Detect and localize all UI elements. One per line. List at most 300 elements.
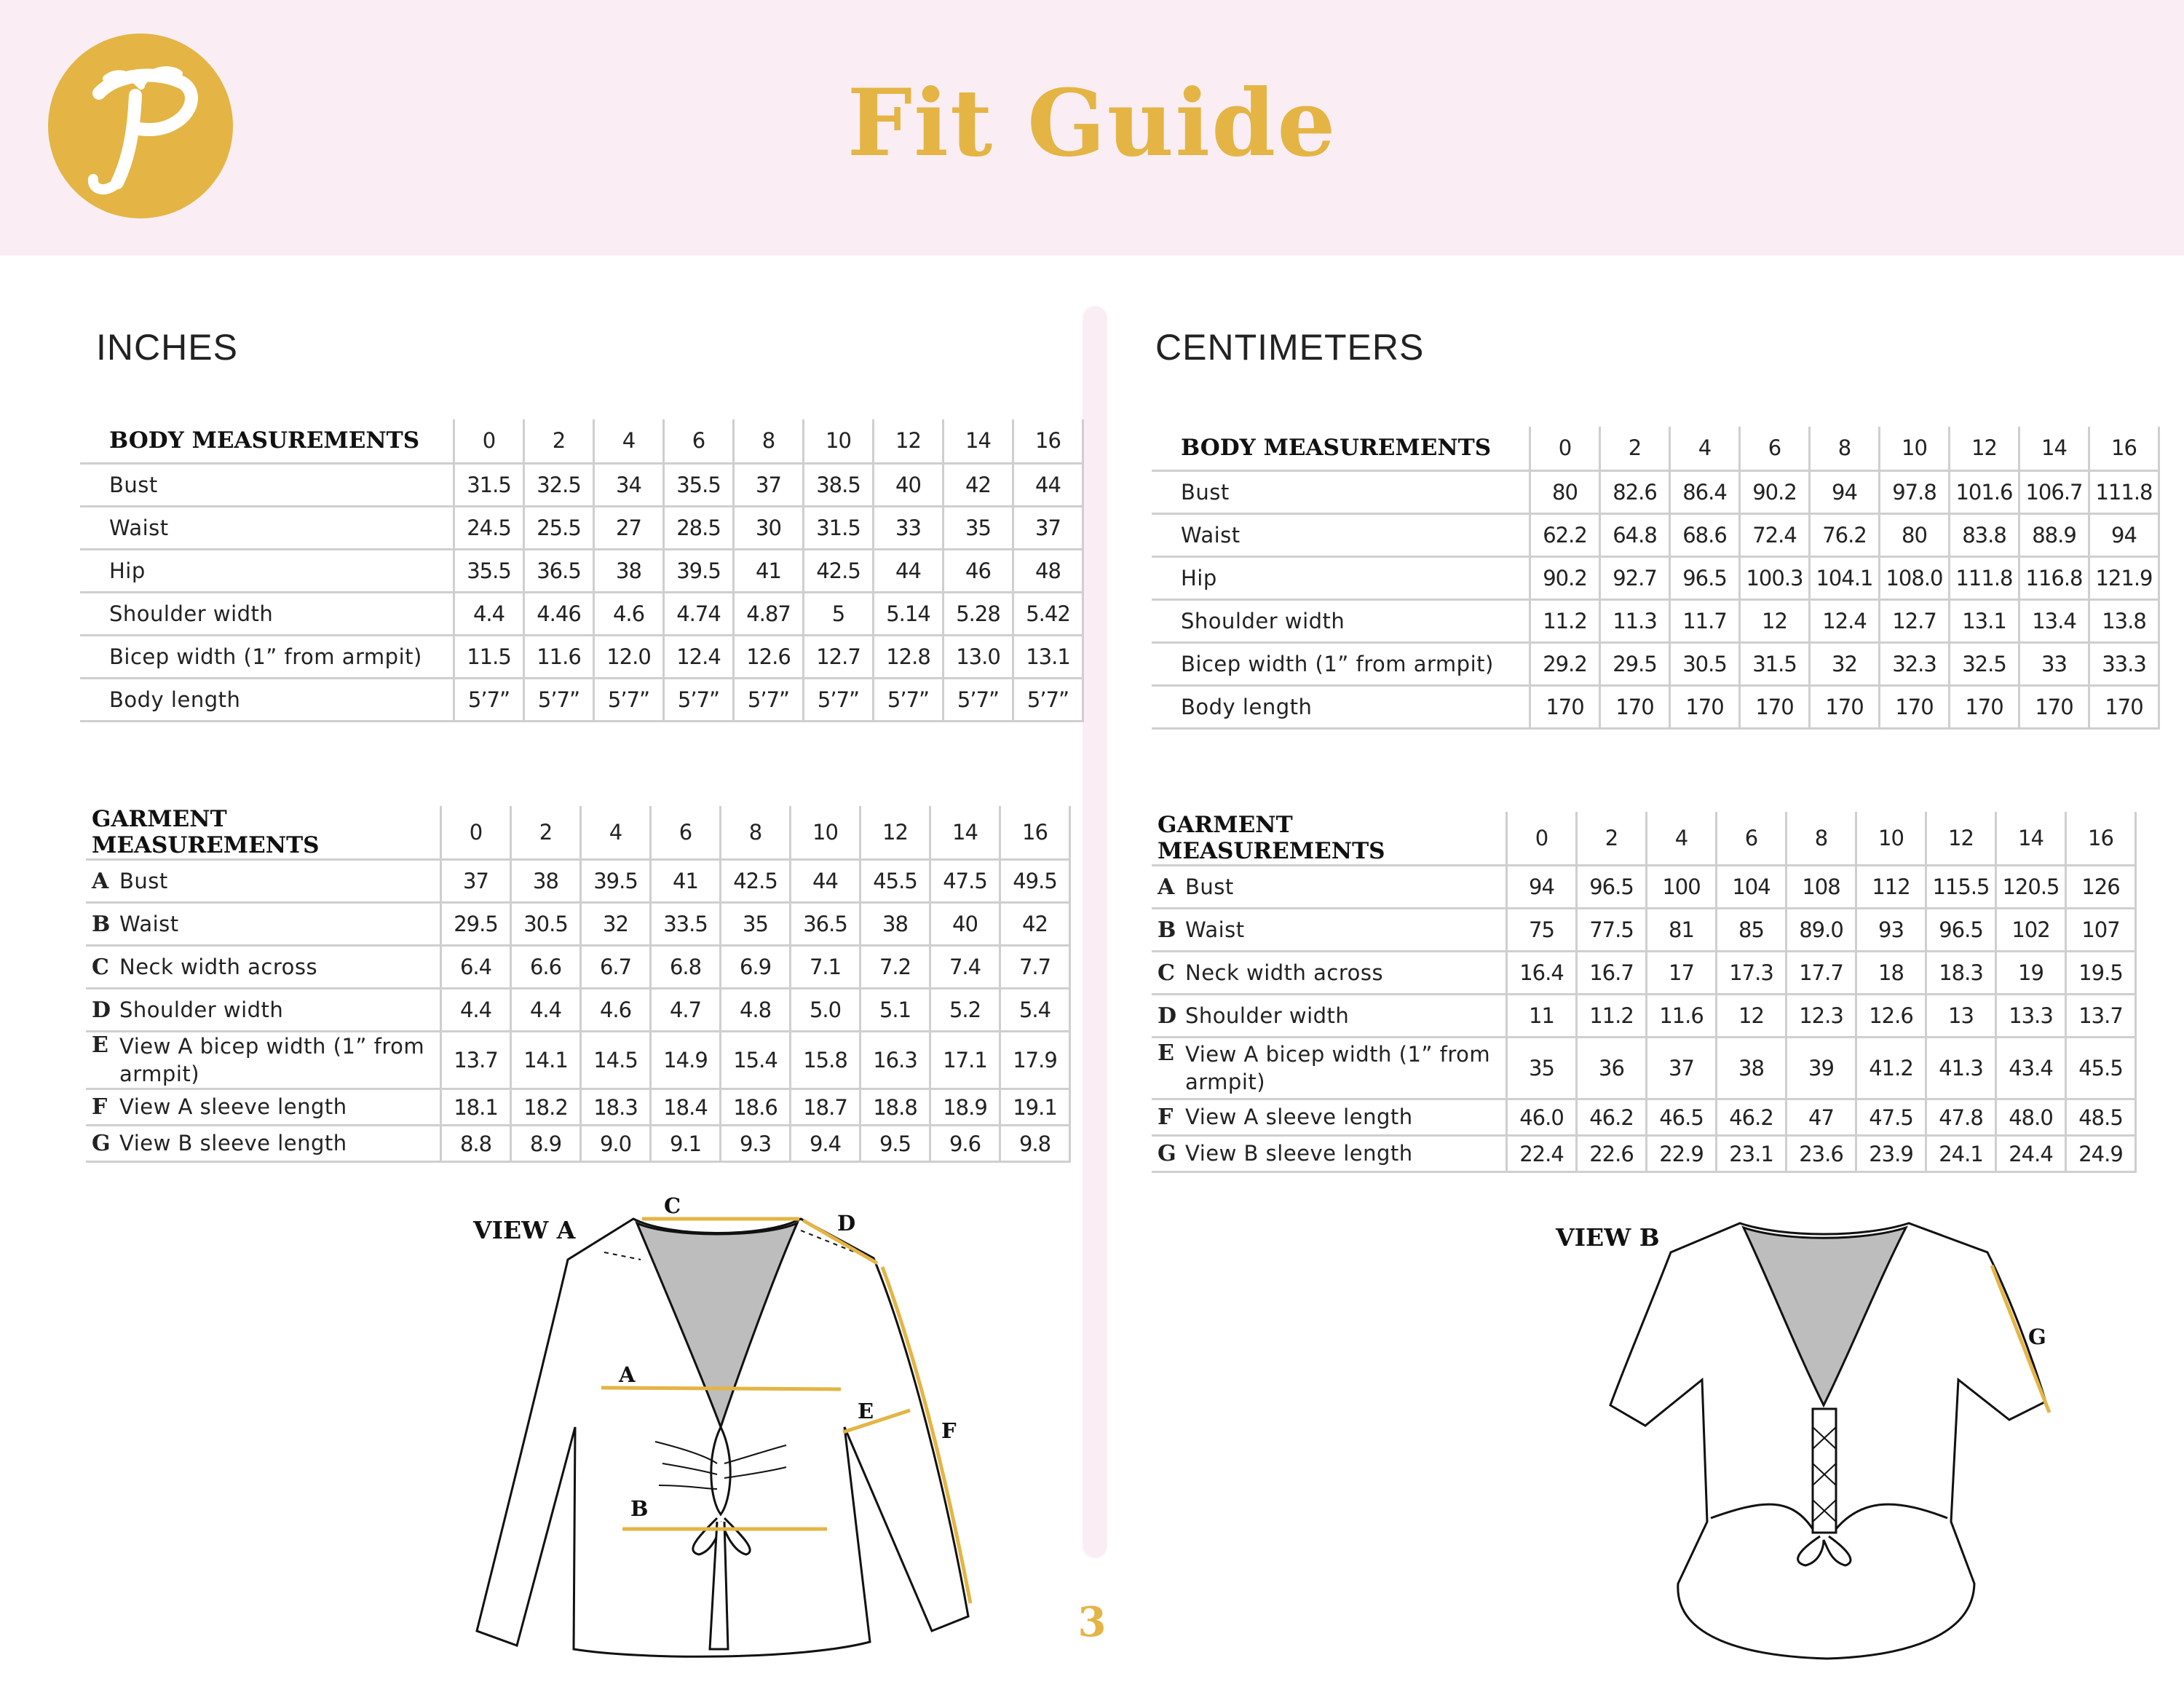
measurement-cell: 170	[1740, 685, 1810, 728]
measurement-cell: 23.9	[1856, 1136, 1926, 1172]
measurement-cell: 35	[943, 506, 1013, 549]
row-label-text: View A bicep width (1” from	[119, 1034, 425, 1059]
measurement-cell: 44	[874, 549, 943, 592]
measurement-letter: G	[1158, 1141, 1177, 1166]
measurement-cell: 42.5	[721, 860, 791, 903]
dim-e-label: E	[858, 1399, 874, 1423]
measurement-cell: 40	[930, 903, 1000, 946]
measurement-cell: 11	[1507, 995, 1577, 1038]
measurement-cell: 90.2	[1740, 470, 1810, 513]
measurement-cell: 31.5	[804, 506, 874, 549]
row-label-text: Shoulder width	[109, 601, 274, 626]
measurement-cell: 22.4	[1507, 1136, 1577, 1172]
row-label-text: Neck width across	[119, 954, 318, 979]
centimeters-heading: CENTIMETERS	[1155, 327, 1425, 368]
measurement-cell: 16.3	[860, 1032, 930, 1089]
measurement-cell: 5’7”	[524, 678, 594, 721]
measurement-cell: 38	[860, 903, 930, 946]
measurement-cell: 16.4	[1507, 952, 1577, 995]
measurement-cell: 5’7”	[594, 678, 664, 721]
measurement-cell: 39.5	[581, 860, 651, 903]
dim-c-label: C	[664, 1193, 681, 1218]
measurement-cell: 15.8	[791, 1032, 860, 1089]
measurement-cell: 5	[804, 592, 874, 635]
measurement-cell: 33	[2019, 642, 2089, 685]
size-header: 16	[1000, 806, 1070, 860]
measurement-cell: 35	[1507, 1038, 1577, 1099]
measurement-cell: 31.5	[1740, 642, 1810, 685]
measurement-cell: 32.5	[524, 463, 594, 506]
measurement-cell: 12.8	[874, 635, 943, 678]
size-header: 0	[1530, 427, 1600, 470]
measurement-letter: C	[92, 954, 110, 980]
measurement-cell: 41	[734, 549, 804, 592]
measurement-cell: 29.5	[441, 903, 511, 946]
row-label-text: Hip	[109, 558, 146, 583]
measurement-cell: 43.4	[1996, 1038, 2066, 1099]
measurement-cell: 12.6	[1856, 995, 1926, 1038]
measurement-cell: 9.3	[721, 1126, 791, 1162]
size-header: 6	[664, 419, 734, 463]
measurement-cell: 4.4	[441, 989, 511, 1032]
measurement-cell: 80	[1880, 513, 1950, 556]
measurement-cell: 102	[1996, 909, 2066, 952]
measurement-cell: 41.3	[1926, 1038, 1996, 1099]
measurement-cell: 37	[734, 463, 804, 506]
view-a-label: VIEW A	[473, 1216, 576, 1244]
measurement-cell: 108	[1787, 866, 1856, 909]
measurement-cell: 19.1	[1000, 1089, 1070, 1126]
measurement-cell: 17.1	[930, 1032, 1000, 1089]
row-label-text: Body length	[1181, 694, 1313, 719]
measurement-cell: 170	[2019, 685, 2089, 728]
measurement-cell: 11.2	[1577, 995, 1647, 1038]
measurement-cell: 40	[874, 463, 943, 506]
measurement-cell: 24.1	[1926, 1136, 1996, 1172]
measurement-cell: 12.6	[734, 635, 804, 678]
row-label-text: View A sleeve length	[119, 1094, 347, 1119]
measurement-cell: 25.5	[524, 506, 594, 549]
size-header: 2	[1577, 812, 1647, 866]
measurement-cell: 68.6	[1670, 513, 1740, 556]
row-label-text: Bicep width (1” from armpit)	[1181, 651, 1494, 676]
row-label-text: Bicep width (1” from armpit)	[109, 644, 422, 669]
measurement-cell: 121.9	[2089, 556, 2159, 599]
measurement-letter: E	[92, 1032, 109, 1058]
row-label-text: Bust	[1185, 874, 1234, 899]
view-a-garment	[477, 1219, 968, 1656]
measurement-cell: 94	[2089, 513, 2159, 556]
size-header: 8	[734, 419, 804, 463]
measurement-cell: 9.1	[651, 1126, 721, 1162]
measurement-cell: 35.5	[664, 463, 734, 506]
row-label-text: View A bicep width (1” from	[1185, 1042, 1491, 1067]
size-header: 8	[1810, 427, 1880, 470]
measurement-cell: 18.9	[930, 1089, 1000, 1126]
measurement-cell: 92.7	[1600, 556, 1670, 599]
measurement-cell: 111.8	[2089, 470, 2159, 513]
dim-a-line	[601, 1388, 841, 1389]
measurement-cell: 29.2	[1530, 642, 1600, 685]
measurement-cell: 19.5	[2066, 952, 2136, 995]
measurement-cell: 170	[2089, 685, 2159, 728]
measurement-cell: 170	[1530, 685, 1600, 728]
size-header: 0	[1507, 812, 1577, 866]
measurement-cell: 34	[594, 463, 664, 506]
measurement-cell: 42.5	[804, 549, 874, 592]
measurement-cell: 4.7	[651, 989, 721, 1032]
measurement-cell: 17.9	[1000, 1032, 1070, 1089]
measurement-cell: 82.6	[1600, 470, 1670, 513]
measurement-cell: 47.5	[1856, 1099, 1926, 1136]
measurement-cell: 11.7	[1670, 599, 1740, 642]
row-label-text: Bust	[109, 472, 158, 497]
measurement-cell: 28.5	[664, 506, 734, 549]
measurement-cell: 12.4	[664, 635, 734, 678]
measurement-cell: 46	[943, 549, 1013, 592]
measurement-cell: 11.2	[1530, 599, 1600, 642]
measurement-cell: 14.9	[651, 1032, 721, 1089]
measurement-cell: 108.0	[1880, 556, 1950, 599]
size-header: 6	[1717, 812, 1787, 866]
dim-f-label: F	[941, 1418, 957, 1443]
measurement-cell: 120.5	[1996, 866, 2066, 909]
measurement-cell: 6.7	[581, 946, 651, 989]
measurement-cell: 13.8	[2089, 599, 2159, 642]
measurement-cell: 6.4	[441, 946, 511, 989]
measurement-cell: 22.6	[1577, 1136, 1647, 1172]
measurement-cell: 13.0	[943, 635, 1013, 678]
measurement-cell: 36.5	[524, 549, 594, 592]
measurement-letter: G	[92, 1131, 111, 1156]
measurement-cell: 14.5	[581, 1032, 651, 1089]
size-header: 10	[804, 419, 874, 463]
measurement-cell: 112	[1856, 866, 1926, 909]
size-header: 8	[721, 806, 791, 860]
measurement-cell: 42	[943, 463, 1013, 506]
size-header: 10	[1856, 812, 1926, 866]
measurement-cell: 30	[734, 506, 804, 549]
measurement-cell: 13	[1926, 995, 1996, 1038]
measurement-cell: 13.1	[1950, 599, 2019, 642]
size-header: 0	[454, 419, 524, 463]
measurement-cell: 41	[651, 860, 721, 903]
measurement-cell: 5’7”	[734, 678, 804, 721]
table-section-header: GARMENT MEASUREMENTS	[86, 806, 441, 860]
size-header: 4	[1670, 427, 1740, 470]
measurement-cell: 48	[1013, 549, 1083, 592]
measurement-cell: 90.2	[1530, 556, 1600, 599]
size-header: 12	[1950, 427, 2019, 470]
measurement-cell: 47	[1787, 1099, 1856, 1136]
measurement-cell: 45.5	[860, 860, 930, 903]
measurement-cell: 39	[1787, 1038, 1856, 1099]
measurement-cell: 49.5	[1000, 860, 1070, 903]
size-header: 16	[1013, 419, 1083, 463]
measurement-letter: A	[92, 868, 109, 894]
measurement-cell: 46.2	[1717, 1099, 1787, 1136]
measurement-cell: 101.6	[1950, 470, 2019, 513]
measurement-cell: 5.2	[930, 989, 1000, 1032]
size-header: 0	[441, 806, 511, 860]
row-label-text: Waist	[119, 911, 179, 936]
measurement-cell: 36	[1577, 1038, 1647, 1099]
measurement-cell: 170	[1600, 685, 1670, 728]
measurement-letter: D	[1158, 1003, 1177, 1029]
measurement-cell: 6.6	[511, 946, 581, 989]
measurement-cell: 17.3	[1717, 952, 1787, 995]
measurement-cell: 5’7”	[943, 678, 1013, 721]
measurement-cell: 48.0	[1996, 1099, 2066, 1136]
measurement-cell: 5’7”	[874, 678, 943, 721]
measurement-cell: 46.0	[1507, 1099, 1577, 1136]
measurement-cell: 62.2	[1530, 513, 1600, 556]
size-header: 14	[2019, 427, 2089, 470]
measurement-cell: 37	[1013, 506, 1083, 549]
measurement-cell: 18.3	[581, 1089, 651, 1126]
table-section-header: GARMENT MEASUREMENTS	[1152, 812, 1507, 866]
measurement-cell: 7.1	[791, 946, 860, 989]
row-label-text: View B sleeve length	[119, 1131, 347, 1155]
measurement-cell: 48.5	[2066, 1099, 2136, 1136]
row-label-text: Shoulder width	[119, 997, 284, 1022]
measurement-cell: 19	[1996, 952, 2066, 995]
measurement-cell: 47.5	[930, 860, 1000, 903]
size-header: 6	[1740, 427, 1810, 470]
dim-b-label: B	[630, 1496, 649, 1521]
measurement-cell: 12.7	[804, 635, 874, 678]
row-label-text: Hip	[1181, 565, 1217, 590]
measurement-cell: 80	[1530, 470, 1600, 513]
measurement-cell: 100.3	[1740, 556, 1810, 599]
table-section-header: BODY MEASUREMENTS	[1152, 427, 1530, 470]
measurement-cell: 17	[1647, 952, 1717, 995]
measurement-cell: 18.1	[441, 1089, 511, 1126]
measurement-cell: 11.6	[1647, 995, 1717, 1038]
measurement-letter: B	[92, 911, 111, 937]
measurement-cell: 16.7	[1577, 952, 1647, 995]
measurement-cell: 170	[1880, 685, 1950, 728]
measurement-cell: 5.14	[874, 592, 943, 635]
measurement-cell: 9.5	[860, 1126, 930, 1162]
measurement-cell: 104.1	[1810, 556, 1880, 599]
size-header: 14	[1996, 812, 2066, 866]
measurement-cell: 15.4	[721, 1032, 791, 1089]
row-label-text: Shoulder width	[1181, 608, 1345, 633]
size-header: 16	[2089, 427, 2159, 470]
measurement-cell: 35.5	[454, 549, 524, 592]
measurement-cell: 13.1	[1013, 635, 1083, 678]
measurement-cell: 44	[1013, 463, 1083, 506]
measurement-cell: 5’7”	[1013, 678, 1083, 721]
measurement-cell: 12	[1717, 995, 1787, 1038]
table-section-header: BODY MEASUREMENTS	[80, 419, 454, 463]
measurement-cell: 8.8	[441, 1126, 511, 1162]
size-header: 10	[1880, 427, 1950, 470]
measurement-cell: 111.8	[1950, 556, 2019, 599]
size-header: 10	[791, 806, 860, 860]
measurement-cell: 4.46	[524, 592, 594, 635]
page-title: Fit Guide	[847, 69, 1337, 177]
measurement-letter: A	[1158, 874, 1175, 900]
measurement-cell: 32.3	[1880, 642, 1950, 685]
measurement-cell: 27	[594, 506, 664, 549]
measurement-cell: 18	[1856, 952, 1926, 995]
measurement-cell: 9.4	[791, 1126, 860, 1162]
row-label-text: Shoulder width	[1185, 1003, 1350, 1028]
measurement-cell: 6.8	[651, 946, 721, 989]
measurement-cell: 31.5	[454, 463, 524, 506]
measurement-letter: F	[1158, 1105, 1174, 1130]
size-header: 2	[524, 419, 594, 463]
measurement-cell: 64.8	[1600, 513, 1670, 556]
measurement-cell: 116.8	[2019, 556, 2089, 599]
measurement-cell: 81	[1647, 909, 1717, 952]
size-header: 4	[581, 806, 651, 860]
measurement-cell: 30.5	[511, 903, 581, 946]
measurement-cell: 4.8	[721, 989, 791, 1032]
measurement-cell: 13.7	[2066, 995, 2136, 1038]
measurement-cell: 4.74	[664, 592, 734, 635]
measurement-cell: 33.3	[2089, 642, 2159, 685]
measurement-letter: F	[92, 1094, 108, 1120]
measurement-cell: 17.7	[1787, 952, 1856, 995]
measurement-cell: 42	[1000, 903, 1070, 946]
measurement-cell: 23.1	[1717, 1136, 1787, 1172]
measurement-cell: 5’7”	[804, 678, 874, 721]
measurement-cell: 32.5	[1950, 642, 2019, 685]
size-header: 4	[594, 419, 664, 463]
measurement-cell: 35	[721, 903, 791, 946]
size-header: 16	[2066, 812, 2136, 866]
view-b-label: VIEW B	[1556, 1223, 1660, 1252]
row-label-text: Waist	[1181, 522, 1241, 548]
page-number: 3	[1077, 1598, 1107, 1646]
measurement-cell: 18.6	[721, 1089, 791, 1126]
measurement-cell: 7.2	[860, 946, 930, 989]
measurement-cell: 5’7”	[664, 678, 734, 721]
measurement-cell: 7.7	[1000, 946, 1070, 989]
measurement-cell: 170	[1810, 685, 1880, 728]
measurement-cell: 6.9	[721, 946, 791, 989]
size-header: 12	[1926, 812, 1996, 866]
measurement-cell: 14.1	[511, 1032, 581, 1089]
measurement-cell: 85	[1717, 909, 1787, 952]
measurement-cell: 170	[1950, 685, 2019, 728]
measurement-cell: 13.7	[441, 1032, 511, 1089]
measurement-cell: 33.5	[651, 903, 721, 946]
measurement-cell: 100	[1647, 866, 1717, 909]
measurement-cell: 126	[2066, 866, 2136, 909]
measurement-cell: 9.0	[581, 1126, 651, 1162]
measurement-cell: 32	[581, 903, 651, 946]
measurement-cell: 24.5	[454, 506, 524, 549]
measurement-cell: 32	[1810, 642, 1880, 685]
measurement-cell: 96.5	[1670, 556, 1740, 599]
row-label-text: Bust	[1181, 479, 1230, 505]
measurement-cell: 5.42	[1013, 592, 1083, 635]
measurement-cell: 18.3	[1926, 952, 1996, 995]
measurement-cell: 7.4	[930, 946, 1000, 989]
size-header: 2	[511, 806, 581, 860]
measurement-cell: 4.6	[594, 592, 664, 635]
dim-g-label: G	[2028, 1324, 2046, 1349]
size-header: 2	[1600, 427, 1670, 470]
measurement-cell: 83.8	[1950, 513, 2019, 556]
measurement-cell: 93	[1856, 909, 1926, 952]
measurement-cell: 23.6	[1787, 1136, 1856, 1172]
row-label-text: Waist	[109, 515, 169, 540]
measurement-cell: 46.5	[1647, 1099, 1717, 1136]
measurement-cell: 88.9	[2019, 513, 2089, 556]
measurement-cell: 115.5	[1926, 866, 1996, 909]
row-label-text-line2: armpit)	[1185, 1070, 1266, 1094]
dim-d-label: D	[837, 1211, 856, 1236]
measurement-cell: 13.3	[1996, 995, 2066, 1038]
size-header: 6	[651, 806, 721, 860]
measurement-cell: 11.6	[524, 635, 594, 678]
measurement-cell: 38.5	[804, 463, 874, 506]
measurement-cell: 37	[441, 860, 511, 903]
row-label-text: Neck width across	[1185, 960, 1384, 985]
measurement-cell: 8.9	[511, 1126, 581, 1162]
measurement-cell: 94	[1810, 470, 1880, 513]
dim-a-label: A	[619, 1362, 636, 1387]
measurement-cell: 5.4	[1000, 989, 1070, 1032]
measurement-cell: 11.5	[454, 635, 524, 678]
row-label-text-line2: armpit)	[119, 1062, 200, 1086]
measurement-cell: 12	[1740, 599, 1810, 642]
measurement-cell: 72.4	[1740, 513, 1810, 556]
measurement-cell: 12.0	[594, 635, 664, 678]
measurement-cell: 76.2	[1810, 513, 1880, 556]
measurement-cell: 4.4	[511, 989, 581, 1032]
measurement-cell: 5.1	[860, 989, 930, 1032]
size-header: 12	[874, 419, 943, 463]
measurement-cell: 38	[1717, 1038, 1787, 1099]
measurement-cell: 96.5	[1926, 909, 1996, 952]
measurement-cell: 38	[594, 549, 664, 592]
measurement-cell: 9.8	[1000, 1126, 1070, 1162]
measurement-cell: 38	[511, 860, 581, 903]
measurement-letter: C	[1158, 960, 1176, 986]
measurement-cell: 44	[791, 860, 860, 903]
measurement-cell: 4.87	[734, 592, 804, 635]
measurement-cell: 33	[874, 506, 943, 549]
row-label-text: Bust	[119, 868, 168, 893]
measurement-cell: 4.4	[454, 592, 524, 635]
measurement-cell: 18.8	[860, 1089, 930, 1126]
measurement-cell: 11.3	[1600, 599, 1670, 642]
measurement-cell: 22.9	[1647, 1136, 1717, 1172]
measurement-cell: 107	[2066, 909, 2136, 952]
measurement-cell: 77.5	[1577, 909, 1647, 952]
row-label-text: Waist	[1185, 917, 1245, 942]
measurement-cell: 5.28	[943, 592, 1013, 635]
measurement-letter: E	[1158, 1040, 1175, 1066]
row-label-text: View B sleeve length	[1185, 1141, 1413, 1166]
measurement-cell: 29.5	[1600, 642, 1670, 685]
measurement-cell: 12.3	[1787, 995, 1856, 1038]
measurement-cell: 13.4	[2019, 599, 2089, 642]
measurement-cell: 96.5	[1577, 866, 1647, 909]
row-label-text: Body length	[109, 687, 241, 712]
measurement-cell: 4.6	[581, 989, 651, 1032]
measurement-cell: 18.2	[511, 1089, 581, 1126]
size-header: 14	[943, 419, 1013, 463]
measurement-cell: 12.7	[1880, 599, 1950, 642]
measurement-cell: 39.5	[664, 549, 734, 592]
